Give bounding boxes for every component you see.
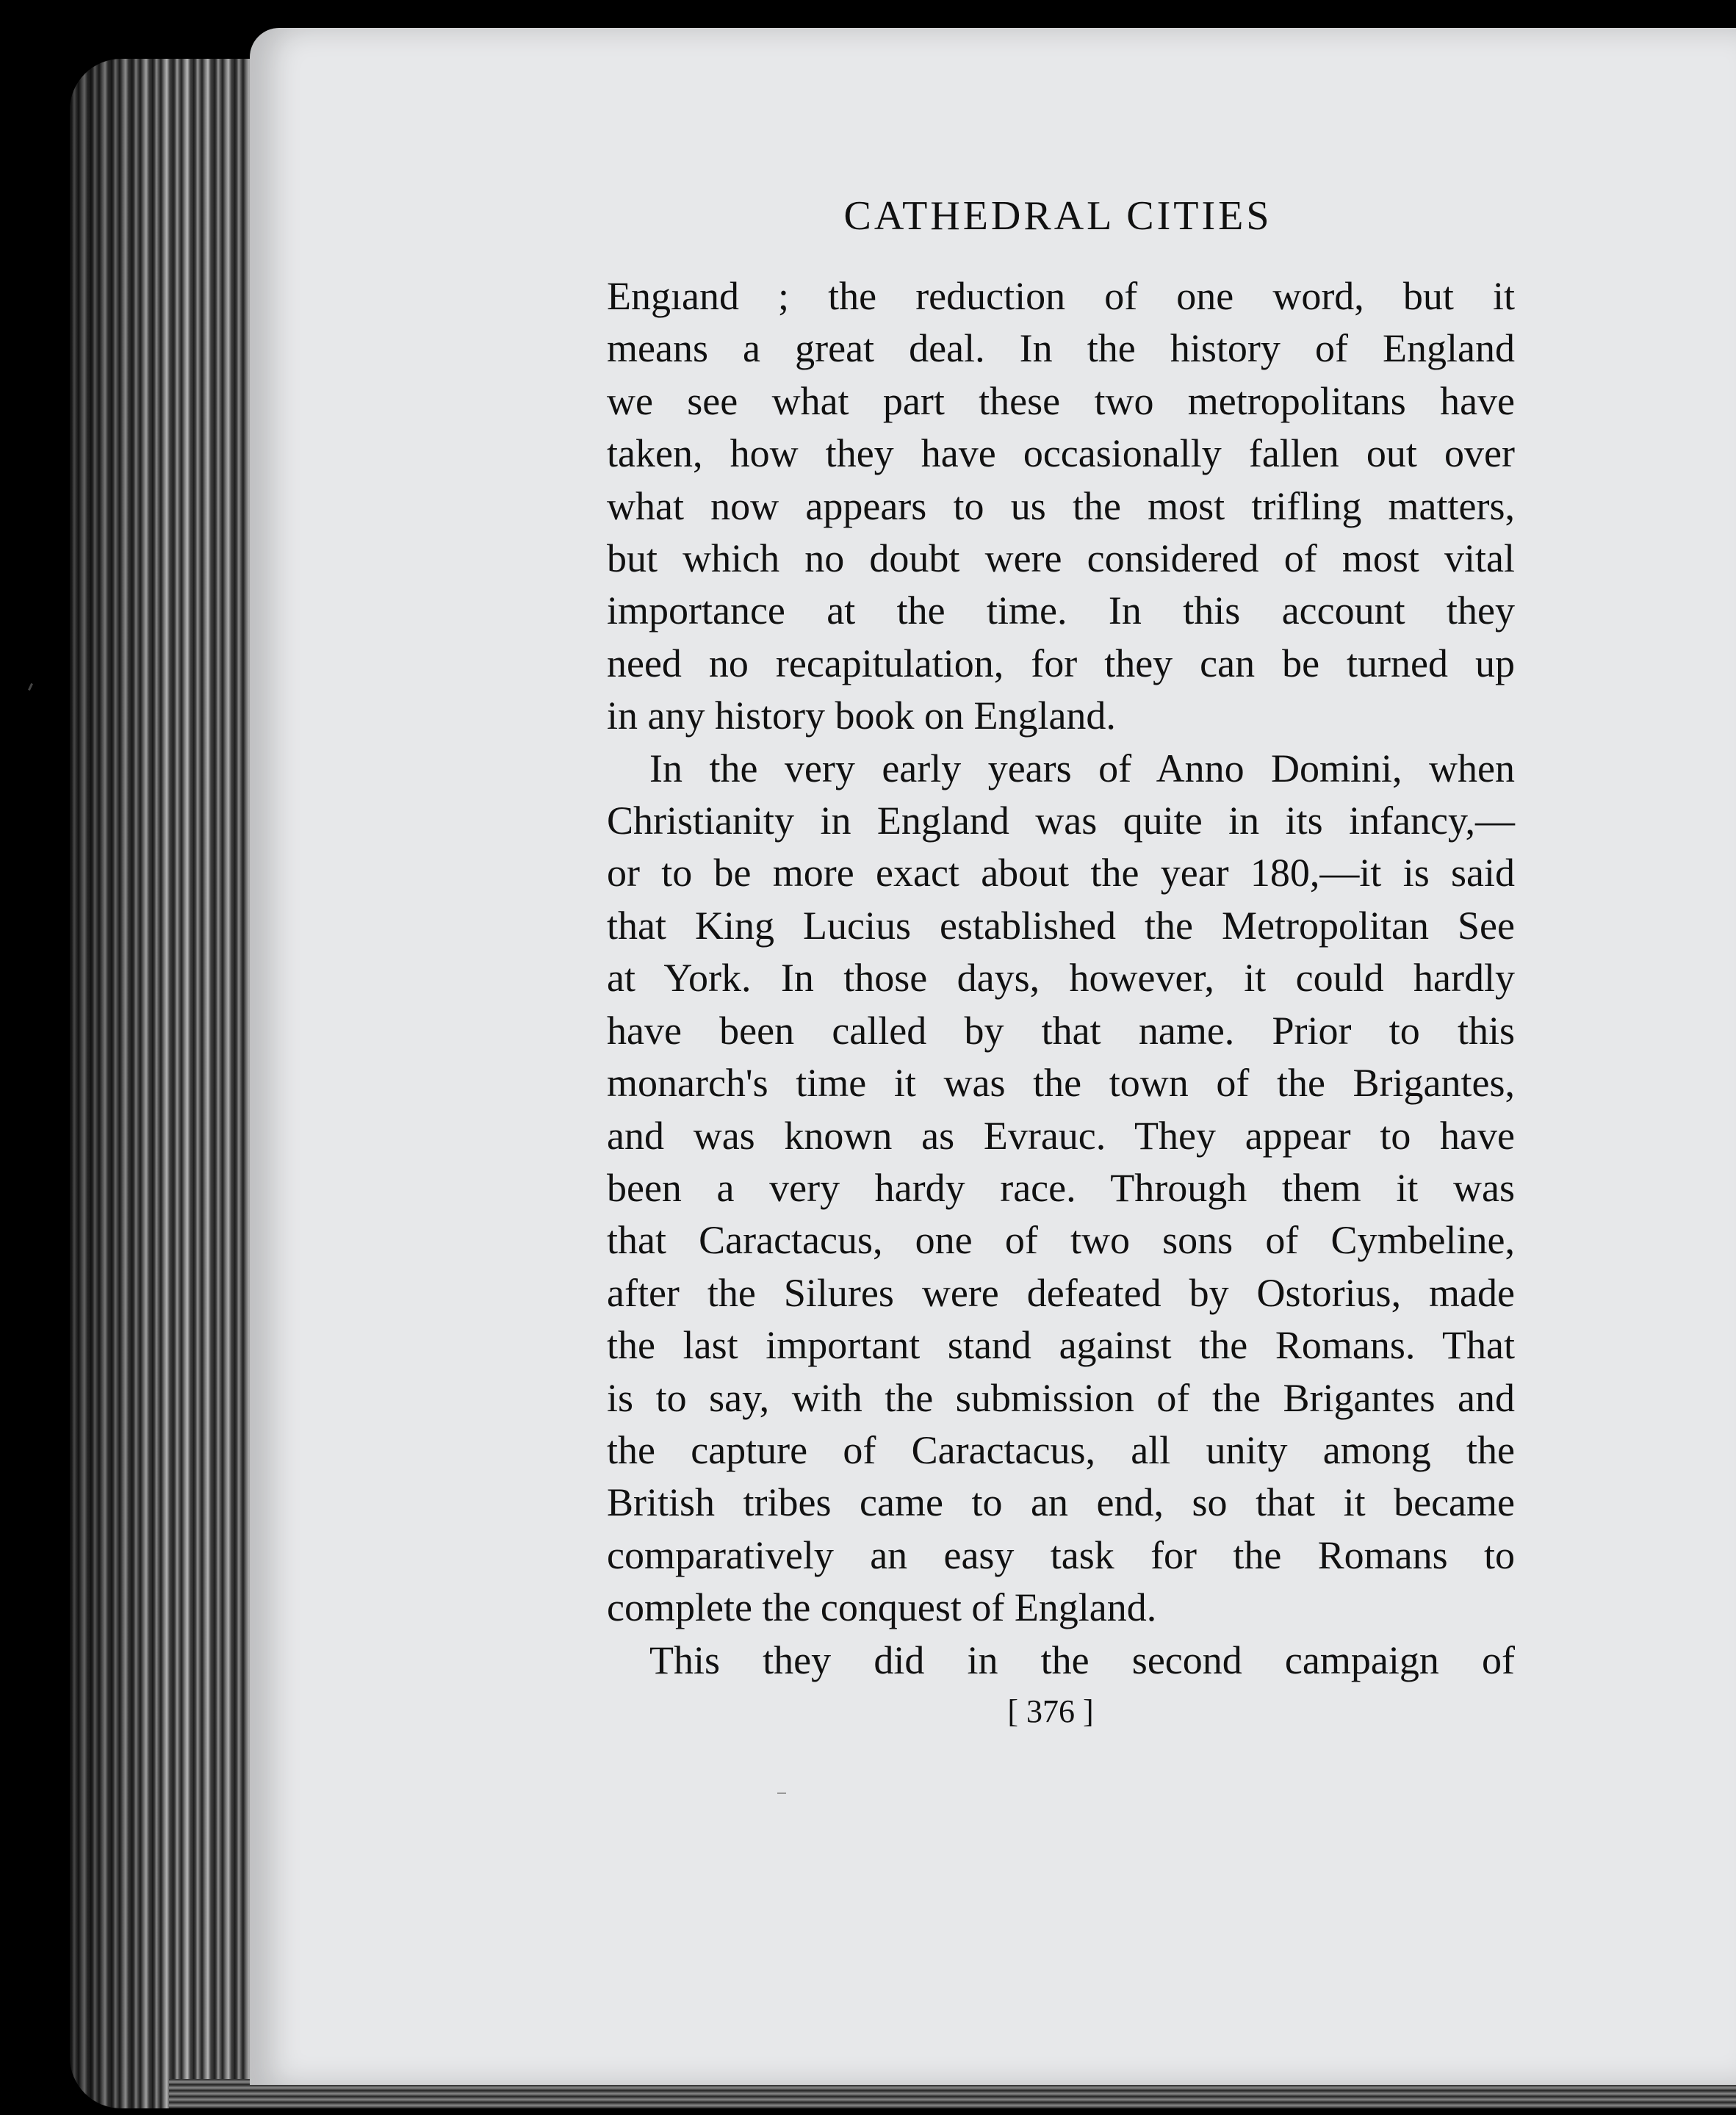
text-line: and was known as Evrauc. They appear to have — [607, 1113, 1515, 1158]
text-line: complete the conquest of England. — [607, 1585, 1157, 1630]
text-line: comparatively an easy task for the Romans to — [607, 1532, 1515, 1577]
text-line: have been called by that name. Prior to this — [607, 1008, 1515, 1053]
text-line: This they did in the second campaign of — [649, 1637, 1515, 1682]
text-line: need no recapitulation, for they can be turned up — [607, 641, 1515, 685]
page-number: [ 376 ] — [1007, 1693, 1094, 1729]
text-line: In the very early years of Anno Domini, when — [649, 746, 1515, 790]
scan-speck — [777, 1792, 786, 1794]
body-text — [607, 270, 1515, 1687]
text-line: been a very hardy race. Through them it was — [607, 1165, 1515, 1210]
text-line: taken, how they have occasionally fallen out over — [607, 431, 1515, 476]
text-line: means a great deal. In the history of England — [607, 326, 1515, 371]
scan-speck — [28, 683, 33, 691]
text-line: we see what part these two metropolitans have — [607, 378, 1515, 423]
text-line: what now appears to us the most trifling matters, — [607, 483, 1515, 528]
text-line: at York. In those days, however, it could hardly — [607, 956, 1515, 1001]
text-line: importance at the time. In this account they — [607, 588, 1515, 633]
text-line: in any history book on England. — [607, 693, 1116, 738]
text-line: that King Lucius established the Metropolitan See — [607, 903, 1515, 948]
running-head: CATHEDRAL CITIES — [843, 193, 1272, 239]
text-line: Christianity in England was quite in its infancy,— — [607, 799, 1515, 843]
text-line: Engıand ; the reduction of one word, but it — [607, 274, 1515, 318]
text-line: or to be more exact about the year 180,—it is said — [607, 851, 1515, 896]
text-line: monarch's time it was the town of the Brigantes, — [607, 1061, 1515, 1106]
text-line: is to say, with the submission of the Brigantes and — [607, 1375, 1515, 1420]
text-line: the last important stand against the Romans. That — [607, 1323, 1515, 1368]
text-line: the capture of Caractacus, all unity among the — [607, 1427, 1515, 1472]
text-line: British tribes came to an end, so that it became — [607, 1480, 1515, 1525]
text-line: that Caractacus, one of two sons of Cymbeline, — [607, 1218, 1515, 1263]
text-line: but which no doubt were considered of most vital — [607, 536, 1515, 581]
text-line: after the Silures were defeated by Ostorius, made — [607, 1270, 1515, 1315]
